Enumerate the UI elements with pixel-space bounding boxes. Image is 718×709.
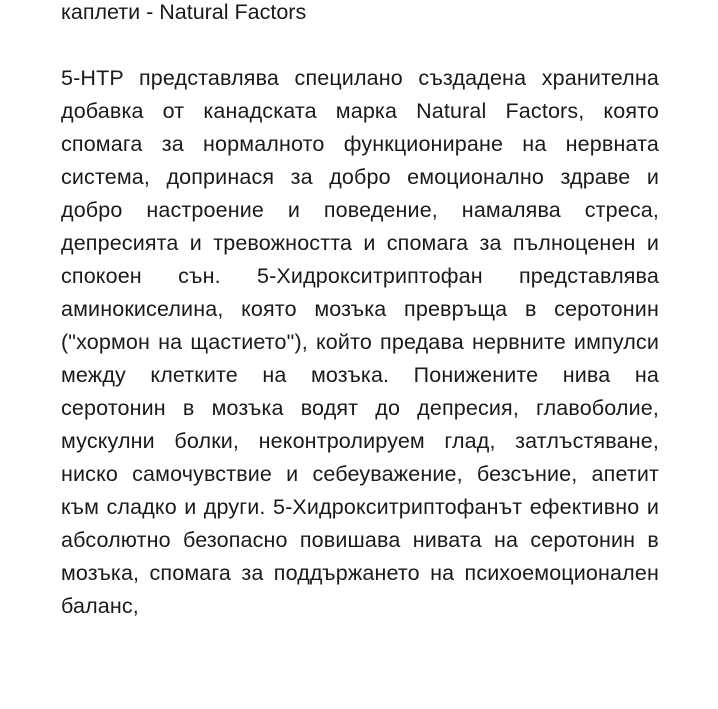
article-content: [61, 0, 659, 623]
article-paragraph: 5-HTP представлява специлано създадена хранителна добавка от канадската марка Natural Factors, която спомага за нормалното функциониране на нервната система, допринася за добро емоционално здраве и добро настроение и поведение, намалява стреса, депресията и тревожността и спомага за пълноценен и спокоен сън. 5-Хидрокситриптофан представлява аминокиселина, която мозъка превръща в серотонин ("хормон на щастието"), който предава нервните импулси между клетките на мозъка. Понижените нива на серотонин в мозъка водят до депресия, главоболие, мускулни болки, неконтролируем глад, затлъстяване, ниско самочувствие и себеуважение, безсъние, апетит към сладко и други. 5-Хидрокситриптофанът ефективно и абсолютно безопасно повишава нивата на серотонин в мозъка, спомага за поддържането на психоемоционален баланс,: [61, 66, 659, 618]
article-title-fragment: каплети - Natural Factors: [61, 0, 307, 24]
